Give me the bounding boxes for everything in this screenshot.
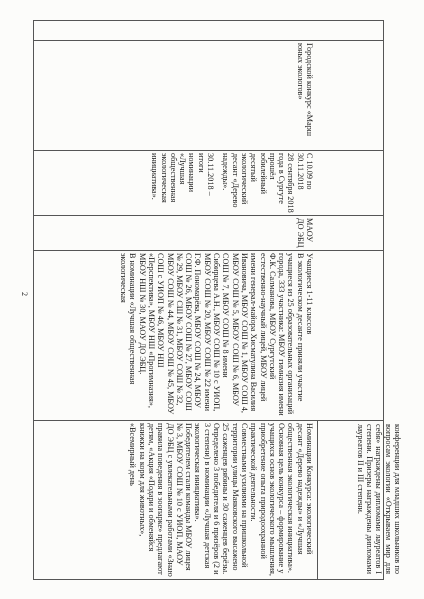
results-block bbox=[38, 423, 314, 577]
results-goal: Основная цель конкурса – формирование у учащихся основ экологического мышления, приобретение опыта природоохранной практической деятельности. bbox=[249, 423, 287, 576]
participants-list: В экологическом десанте приняли участие учащиеся из 25 образовательных организаций города, 333 участника: МБОУ гимназия имени Ф.К. Салманова, МБОУ Сургутский естественно-научный лицей, МБОУ лицей имени генерал-майора Хисматулина Василия Ивановича, МБОУ СОШ № 1, МБОУ СОШ 4, МБОУ СОШ № 5, МБОУ СОШ № 6, МБОУ СОШ № 7, МБОУ СОШ № 8 имени Сибирцева А.Н., МБОУ СОШ № 10 с УИОП, МБОУ СОШ № 20, МБОУ СОШ № 22 имени Г.Ф. Пономарёва, МБОУ СОШ № 24, МБОУ СОШ № 26, МБОУ СОШ № 27, МБОУ СОШ № 29, МБОУ СШ № 31, МБОУ СОШ № 32, МБОУ СОШ № 44, МБОУ СОШ № 45, МБОУ СОШ с УИОП № 46, МБОУ НШ «Перспектива», МБОУ НШ «Прогимназия», МБОУ НШ № 30, МАОУ ДО ЭБЦ. bbox=[137, 253, 305, 416]
table-row-divider bbox=[317, 420, 318, 580]
date-results-note: 30.11.2018 – итоги номинации «Лучшая общественная экологическая инициатива». bbox=[150, 153, 216, 203]
page-number: 2 bbox=[20, 292, 29, 296]
results-nominations: Номинации Конкурса: экологический десант «Дерево надежды» и «Лучшая общественная экологическая инициатива». bbox=[286, 423, 314, 573]
col-divider-3 bbox=[33, 215, 384, 216]
participants-category: Учащиеся 1-11 классов bbox=[305, 253, 314, 335]
col-divider-4 bbox=[33, 250, 384, 251]
participants-nomination: В номинации «Лучшая общественная экологическая bbox=[119, 253, 138, 385]
prev-row-results-text: конференции для младших школьников по вопросам экологии «Открываем мир для себя» награждены дипломами лауреатов I степени. Призеры награждены дипломами лауреатов II и III степени. bbox=[355, 424, 402, 574]
participants-block bbox=[38, 253, 314, 417]
organizer-block bbox=[254, 218, 314, 248]
results-planting: Совместными усилиями на пришкольной территории улицы Маяковского высажено 25 саженцев рябины и 30 саженцев берёзы. bbox=[221, 423, 249, 575]
event-name-text-block bbox=[254, 43, 314, 147]
col-divider-5 bbox=[33, 420, 384, 421]
results-winners-count: Определено 3 победителя и 6 призёров (2 и 3 степени) в номинации «Лучшая детская экологическая инициатива». bbox=[193, 423, 222, 575]
event-title: Городской конкурс «Марш юных экологов» bbox=[295, 43, 314, 137]
date-description: 28 сентября 2018 года в Сургуте прошёл юбилейный десятый экологический десант «Дерево надежды». bbox=[221, 153, 296, 213]
organizer: МАОУ ДО ЭБЦ bbox=[295, 218, 314, 248]
prev-row-results-cell bbox=[320, 424, 402, 574]
col-divider-1 bbox=[33, 40, 384, 41]
event-dates-block bbox=[44, 153, 314, 213]
table-border-right bbox=[33, 579, 384, 580]
col-divider-2 bbox=[33, 150, 384, 151]
table-border-bottom bbox=[33, 20, 34, 580]
results-winners: Победителем стали команды МБОУ лицея № 3, МБОУ СОШ № 10 с УИОП, МАОУ ДО ЭБЦ с увлекательными работами «Знаю правила поведения в зоопарке» предлагают детям, «Акция «Подари и обменяйся книжки на корм для животных», «Всемирный день bbox=[128, 423, 194, 577]
table-border-left bbox=[33, 20, 384, 21]
date-range: С 10.09 по 30.11.2018 bbox=[295, 153, 314, 190]
